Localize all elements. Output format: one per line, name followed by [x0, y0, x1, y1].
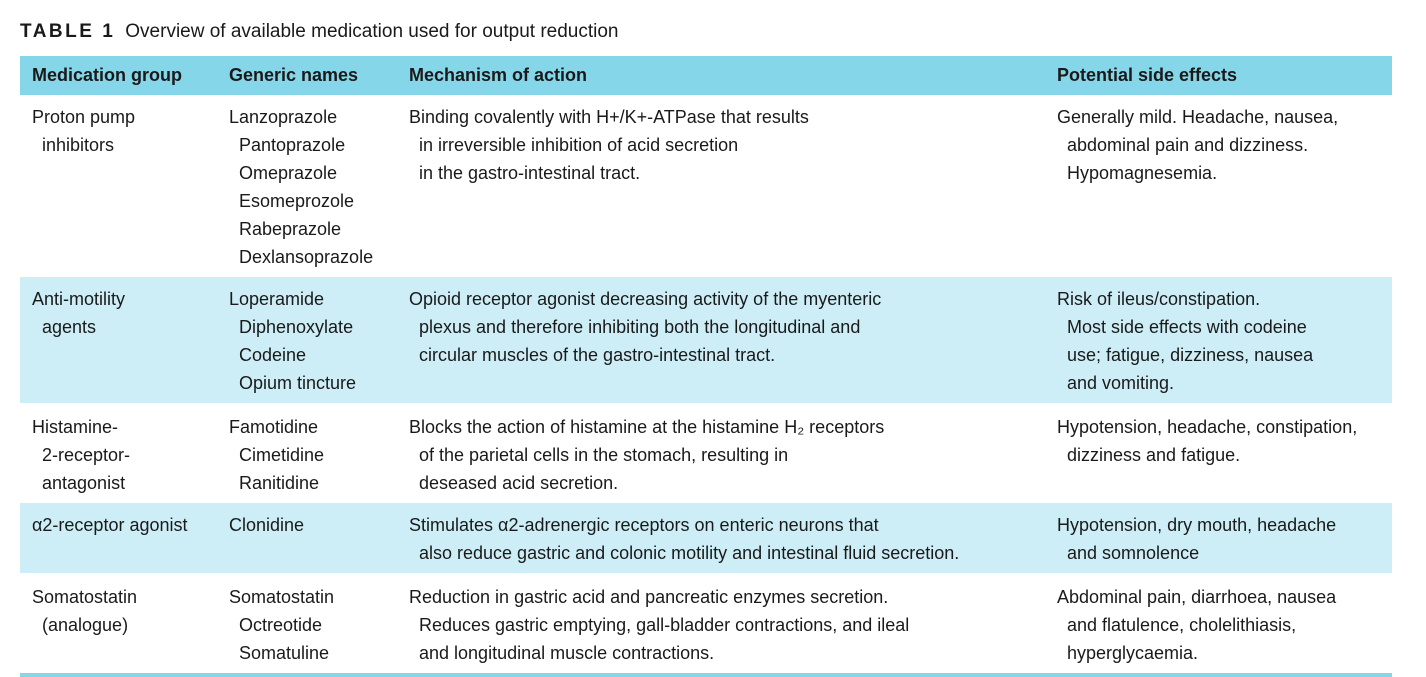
- cell-medication-group: [20, 503, 217, 574]
- cell-line: plexus and therefore inhibiting both the longitudinal and: [419, 317, 861, 337]
- cell-mechanism-of-action: [397, 95, 1045, 277]
- cell-generic-names: [217, 404, 397, 503]
- cell-line: abdominal pain and dizziness.: [1067, 135, 1309, 155]
- cell-line: Binding covalently with H+/K+-ATPase that results: [409, 107, 809, 127]
- header-potential-side-effects: Potential side effects: [1045, 56, 1392, 95]
- cell-line: Clonidine: [229, 515, 305, 535]
- cell-line: Lanzoprazole: [229, 107, 338, 127]
- cell-line: dizziness and fatigue.: [1067, 445, 1241, 465]
- cell-line: of the parietal cells in the stomach, resulting in: [419, 445, 789, 465]
- table-title: Overview of available medication used for output reduction: [125, 21, 619, 42]
- cell-side-effects: [1045, 574, 1392, 675]
- cell-mechanism-of-action: [397, 277, 1045, 404]
- cell-line: agents: [42, 317, 97, 337]
- cell-line: Histamine-: [32, 417, 119, 437]
- cell-line: Abdominal pain, diarrhoea, nausea: [1057, 587, 1337, 607]
- cell-generic-names: [217, 574, 397, 675]
- cell-line: Most side effects with codeine: [1067, 317, 1307, 337]
- cell-line: and longitudinal muscle contractions.: [419, 643, 715, 663]
- medication-table: [20, 56, 1392, 677]
- cell-line: Proton pump: [32, 107, 136, 127]
- table-row: [20, 574, 1392, 675]
- cell-mechanism-of-action: [397, 503, 1045, 574]
- cell-line: Generally mild. Headache, nausea,: [1057, 107, 1339, 127]
- header-mechanism-of-action: Mechanism of action: [397, 56, 1045, 95]
- cell-line: Opioid receptor agonist decreasing activity of the myenteric: [409, 289, 882, 309]
- cell-line: and somnolence: [1067, 543, 1200, 563]
- cell-line: Somatostatin: [229, 587, 335, 607]
- cell-line: Risk of ileus/constipation.: [1057, 289, 1261, 309]
- table-caption: [20, 20, 619, 44]
- cell-line: also reduce gastric and colonic motility and intestinal fluid secretion.: [419, 543, 960, 563]
- cell-line: α2-receptor agonist: [32, 515, 188, 535]
- cell-line: Stimulates α2-adrenergic receptors on enteric neurons that: [409, 515, 879, 535]
- cell-generic-names: [217, 277, 397, 404]
- cell-line: Omeprazole: [239, 163, 338, 183]
- cell-line: Dexlansoprazole: [239, 247, 374, 267]
- cell-line: Hypotension, headache, constipation,: [1057, 417, 1358, 437]
- cell-medication-group: [20, 277, 217, 404]
- cell-side-effects: [1045, 277, 1392, 404]
- cell-line: and flatulence, cholelithiasis,: [1067, 615, 1297, 635]
- cell-line: Pantoprazole: [239, 135, 346, 155]
- cell-line: antagonist: [42, 473, 126, 493]
- table-row: [20, 95, 1392, 277]
- cell-line: Cimetidine: [239, 445, 325, 465]
- cell-side-effects: [1045, 503, 1392, 574]
- cell-line: Esomeprozole: [239, 191, 355, 211]
- cell-side-effects: [1045, 95, 1392, 277]
- cell-line: Ranitidine: [239, 473, 320, 493]
- cell-medication-group: [20, 95, 217, 277]
- cell-line: and vomiting.: [1067, 373, 1175, 393]
- cell-line: use; fatigue, dizziness, nausea: [1067, 345, 1314, 365]
- cell-mechanism-of-action: [397, 404, 1045, 503]
- cell-line: Octreotide: [239, 615, 323, 635]
- cell-line: Hypomagnesemia.: [1067, 163, 1218, 183]
- cell-line: in the gastro-intestinal tract.: [419, 163, 641, 183]
- cell-line: Blocks the action of histamine at the histamine H₂ receptors: [409, 417, 885, 437]
- header-generic-names: Generic names: [217, 56, 397, 95]
- header-medication-group: Medication group: [20, 56, 217, 95]
- cell-medication-group: [20, 404, 217, 503]
- cell-mechanism-of-action: [397, 574, 1045, 675]
- cell-line: Reduces gastric emptying, gall-bladder contractions, and ileal: [419, 615, 910, 635]
- table-row: [20, 503, 1392, 574]
- cell-line: Opium tincture: [239, 373, 357, 393]
- cell-generic-names: [217, 503, 397, 574]
- cell-line: Famotidine: [229, 417, 319, 437]
- cell-line: inhibitors: [42, 135, 115, 155]
- cell-line: Somatuline: [239, 643, 330, 663]
- cell-line: Diphenoxylate: [239, 317, 354, 337]
- cell-medication-group: [20, 574, 217, 675]
- table-label: TABLE 1: [20, 21, 116, 42]
- cell-line: Loperamide: [229, 289, 325, 309]
- cell-generic-names: [217, 95, 397, 277]
- cell-line: in irreversible inhibition of acid secretion: [419, 135, 739, 155]
- cell-line: Codeine: [239, 345, 307, 365]
- table-row: [20, 404, 1392, 503]
- cell-line: Rabeprazole: [239, 219, 342, 239]
- cell-line: Somatostatin: [32, 587, 138, 607]
- table-row: [20, 277, 1392, 404]
- cell-line: circular muscles of the gastro-intestinal tract.: [419, 345, 776, 365]
- cell-line: (analogue): [42, 615, 129, 635]
- cell-line: 2-receptor-: [42, 445, 131, 465]
- cell-line: Reduction in gastric acid and pancreatic enzymes secretion.: [409, 587, 889, 607]
- table-header-row: [20, 56, 1392, 95]
- cell-side-effects: [1045, 404, 1392, 503]
- cell-line: deseased acid secretion.: [419, 473, 619, 493]
- cell-line: hyperglycaemia.: [1067, 643, 1199, 663]
- cell-line: Anti-motility: [32, 289, 126, 309]
- cell-line: Hypotension, dry mouth, headache: [1057, 515, 1337, 535]
